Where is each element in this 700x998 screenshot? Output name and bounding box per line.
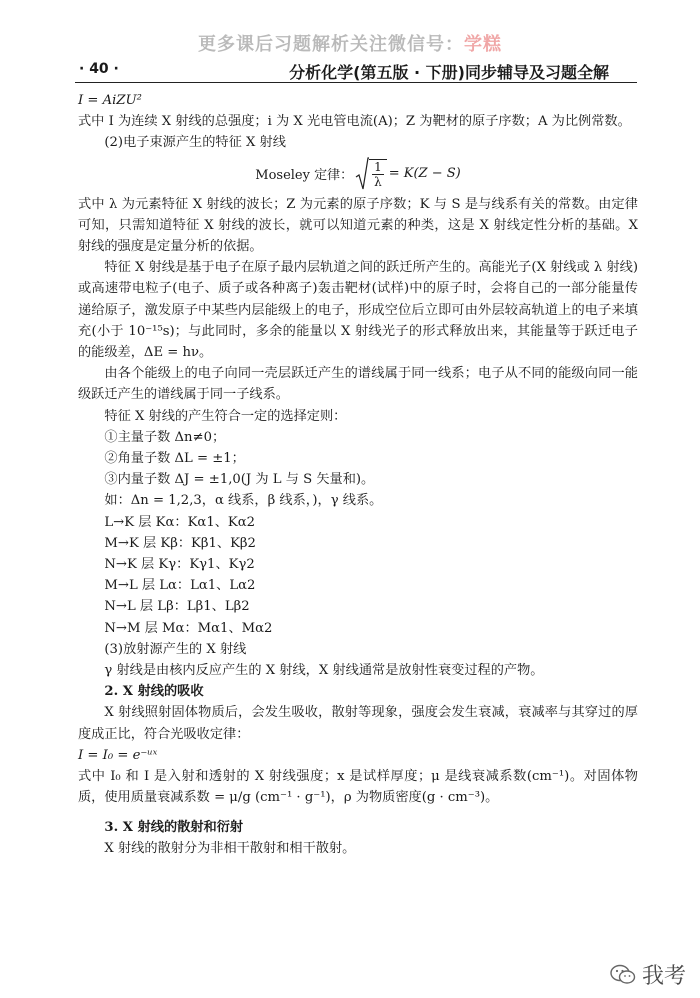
wechat-label: 我考 bbox=[641, 964, 686, 989]
paragraph-line-series: 由各个能级上的电子向同一壳层跃迁产生的谱线属于同一线系；电子从不同的能级向同一能级跃迁产生的谱线属于同一子线系。 bbox=[78, 366, 638, 403]
watermark-banner bbox=[0, 30, 700, 56]
subheading-radioactive-source: (3)放射源产生的 X 射线 bbox=[104, 641, 247, 657]
paragraph-absorption: X 射线照射固体物质后，会发生吸收，散射等现象，强度会发生衰减，衰减率与其穿过的厚度成正比，符合光吸收定律： bbox=[78, 705, 638, 742]
wechat-icon bbox=[610, 964, 636, 986]
paragraph-gamma-ray: γ 射线是由核内反应产生的 X 射线，X 射线通常是放射性衰变过程的产物。 bbox=[104, 663, 544, 679]
section-heading-absorption: 2. X 射线的吸收 bbox=[104, 684, 204, 700]
transition-item: N→M 层 Mα：Mα1、Mα2 bbox=[104, 620, 273, 636]
subheading-electron-beam: (2)电子束源产生的特征 X 射线 bbox=[104, 135, 286, 151]
section-heading-scattering: 3. X 射线的散射和衍射 bbox=[104, 819, 244, 835]
fraction-numerator: 1 bbox=[374, 159, 382, 174]
paragraph-scattering: X 射线的散射分为非相干散射和相干散射。 bbox=[104, 840, 356, 856]
rule-inner-quantum: ③内量子数 ΔJ = ±1,0(J 为 L 与 S 矢量和)。 bbox=[104, 472, 375, 488]
moseley-rhs: = K(Z − S) bbox=[388, 166, 461, 182]
page-number: · 40 · bbox=[79, 61, 119, 77]
rule-angular-quantum: ②角量子数 ΔL = ±1； bbox=[104, 451, 245, 467]
page-header bbox=[75, 60, 637, 83]
watermark-brand: 学糕 bbox=[464, 34, 502, 55]
sqrt-sign-icon bbox=[355, 157, 369, 191]
example-line-series: 如：Δn = 1,2,3，α 线系，β 线系，)，γ 线系。 bbox=[104, 493, 383, 509]
transition-item: M→L 层 Lα：Lα1、Lα2 bbox=[104, 578, 256, 594]
wechat-watermark bbox=[610, 959, 686, 990]
paragraph-characteristic-xray: 特征 X 射线是基于电子在原子最内层轨道之间的跃迁所产生的。高能光子(X 射线或 λ 射线)或高速带电粒子(电子、质子或各种离子)轰击靶材(试样)中的原子时，会将自己的一部分能量传递给原子，激发原子中某些内层能级上的电子，形成空位后立即可由外层较高轨道上的电子来填充(小于 10⁻¹⁵s)；与此同时，多余的能量以 X 射线光子的形式释放出来，其能量等于跃迁电子的能级差，ΔE = hν。 bbox=[78, 260, 638, 361]
page-content bbox=[78, 90, 638, 859]
paragraph-absorption-explanation: 式中 I₀ 和 I 是入射和透射的 X 射线强度；x 是试样厚度；μ 是线衰减系数(cm⁻¹)。对固体物质，使用质量衰减系数 = μ/g (cm⁻¹ · g⁻¹)，ρ 为物质密度(g · cm⁻³)。 bbox=[78, 769, 638, 806]
formula-continuous-intensity: I = AiZU² bbox=[78, 93, 142, 108]
paragraph-formula-explanation: 式中 I 为连续 X 射线的总强度；i 为 X 光电管电流(A)；Z 为靶材的原子序数；A 为比例常数。 bbox=[78, 114, 631, 130]
paragraph-selection-rules-intro: 特征 X 射线的产生符合一定的选择定则： bbox=[104, 408, 347, 424]
sqrt-fraction bbox=[369, 159, 387, 189]
watermark-text: 更多课后习题解析关注微信号： bbox=[198, 34, 464, 55]
rule-principal-quantum: ①主量子数 Δn≠0； bbox=[104, 429, 226, 445]
transition-item: M→K 层 Kβ：Kβ1、Kβ2 bbox=[104, 535, 256, 551]
paragraph-moseley-explanation: 式中 λ 为元素特征 X 射线的波长；Z 为元素的原子序数；K 与 S 是与线系有关的常数。由定律可知，只需知道特征 X 射线的波长，就可以知道元素的种类，这是 X 射线定性分析的基础。X 射线的强度是定量分析的依据。 bbox=[78, 196, 638, 255]
moseley-label: Moseley 定律： bbox=[255, 168, 354, 184]
transition-item: N→L 层 Lβ：Lβ1、Lβ2 bbox=[104, 599, 250, 615]
transition-item: L→K 层 Kα：Kα1、Kα2 bbox=[104, 514, 256, 530]
transition-item: N→K 层 Kγ：Kγ1、Kγ2 bbox=[104, 557, 255, 573]
book-title: 分析化学(第五版 · 下册)同步辅导及习题全解 bbox=[289, 63, 609, 82]
formula-absorption-law: I = I₀ = e⁻ᵘˣ bbox=[78, 747, 158, 763]
fraction-denominator: λ bbox=[374, 174, 382, 189]
moseley-law bbox=[78, 154, 638, 194]
sqrt-expression bbox=[355, 157, 387, 191]
